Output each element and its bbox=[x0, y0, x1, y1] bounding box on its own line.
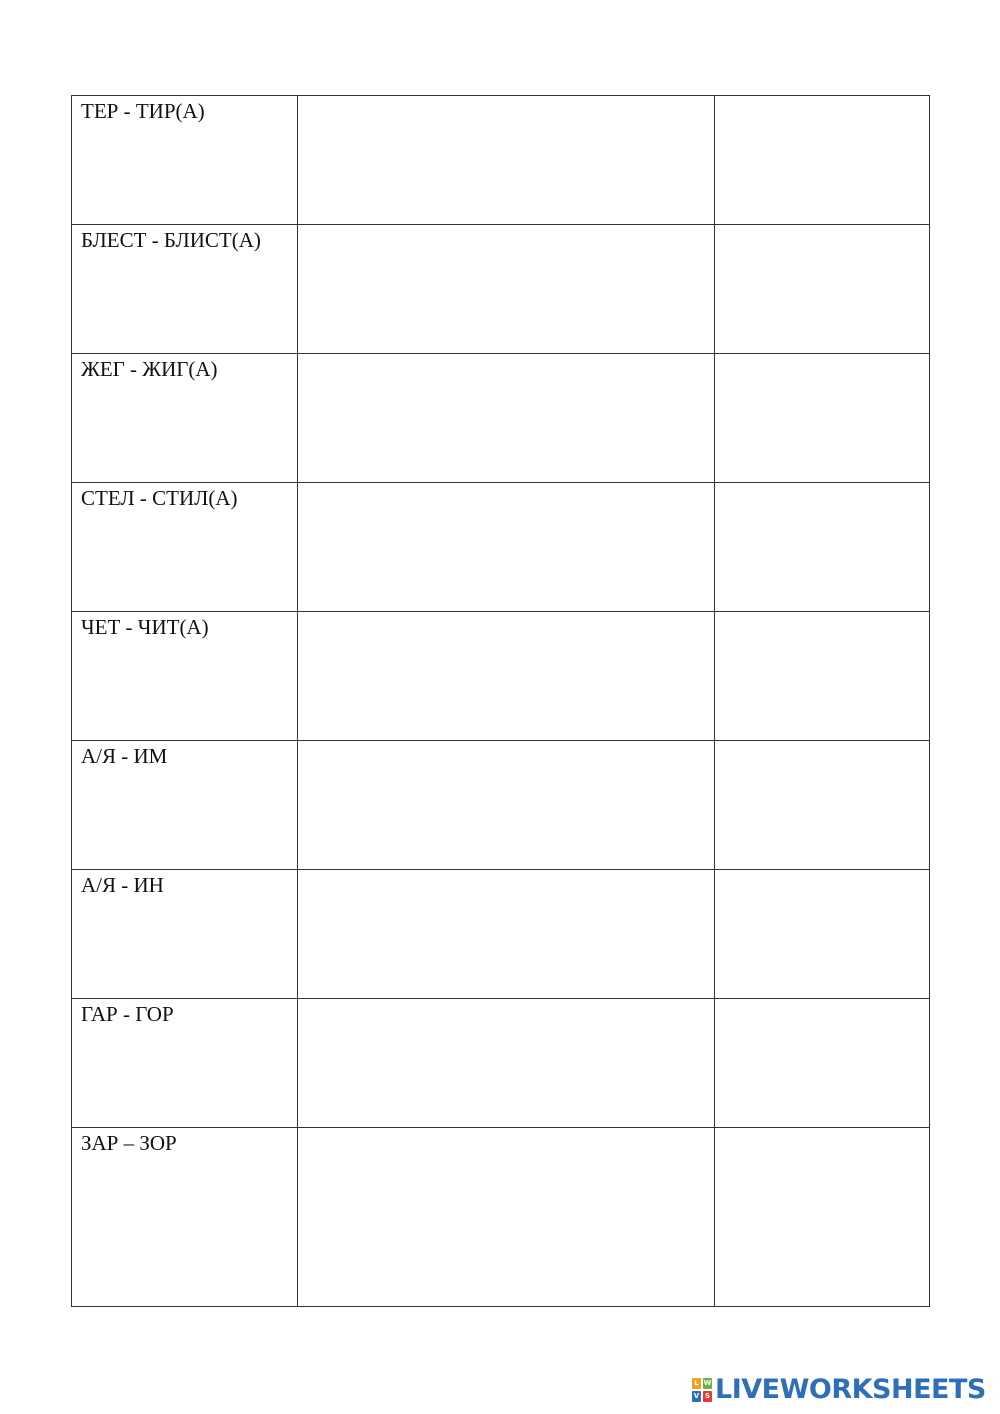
extra-cell[interactable] bbox=[715, 612, 930, 741]
answer-cell[interactable] bbox=[298, 225, 715, 354]
word-pair-label: ЖЕГ - ЖИГ(А) bbox=[81, 357, 218, 381]
answer-cell[interactable] bbox=[298, 870, 715, 999]
answer-cell[interactable] bbox=[298, 354, 715, 483]
worksheet-table bbox=[71, 95, 930, 1307]
liveworksheets-logo-text: LIVEWORKSHEETS bbox=[715, 1374, 986, 1405]
word-pair-label: ГАР - ГОР bbox=[81, 1002, 174, 1026]
table-row bbox=[72, 741, 930, 870]
table-row bbox=[72, 354, 930, 483]
extra-cell[interactable] bbox=[715, 354, 930, 483]
liveworksheets-logo-icon bbox=[692, 1378, 712, 1402]
word-pair-label: ЧЕТ - ЧИТ(А) bbox=[81, 615, 209, 639]
table-row bbox=[72, 483, 930, 612]
answer-cell[interactable] bbox=[298, 483, 715, 612]
word-pair-cell bbox=[72, 354, 298, 483]
logo-tile-w: W bbox=[703, 1379, 712, 1387]
table-row bbox=[72, 870, 930, 999]
word-pair-label: СТЕЛ - СТИЛ(А) bbox=[81, 486, 238, 510]
word-pair-cell bbox=[72, 612, 298, 741]
word-pair-cell bbox=[72, 999, 298, 1128]
logo-tile-l: L bbox=[692, 1378, 701, 1389]
table-row bbox=[72, 225, 930, 354]
extra-cell[interactable] bbox=[715, 1128, 930, 1307]
word-pair-label: ЗАР – ЗОР bbox=[81, 1131, 177, 1155]
word-pair-cell bbox=[72, 741, 298, 870]
answer-cell[interactable] bbox=[298, 96, 715, 225]
extra-cell[interactable] bbox=[715, 96, 930, 225]
table-row bbox=[72, 96, 930, 225]
answer-cell[interactable] bbox=[298, 612, 715, 741]
logo-tile-s: S bbox=[704, 1392, 711, 1400]
word-pair-cell bbox=[72, 96, 298, 225]
extra-cell[interactable] bbox=[715, 999, 930, 1128]
extra-cell[interactable] bbox=[715, 870, 930, 999]
answer-cell[interactable] bbox=[298, 1128, 715, 1307]
table-row bbox=[72, 999, 930, 1128]
table-row bbox=[72, 612, 930, 741]
word-pair-cell bbox=[72, 483, 298, 612]
word-pair-cell bbox=[72, 225, 298, 354]
answer-cell[interactable] bbox=[298, 741, 715, 870]
word-pair-cell bbox=[72, 1128, 298, 1307]
word-pair-cell bbox=[72, 870, 298, 999]
answer-cell[interactable] bbox=[298, 999, 715, 1128]
word-pair-label: ТЕР - ТИР(А) bbox=[81, 99, 205, 123]
extra-cell[interactable] bbox=[715, 741, 930, 870]
word-pair-label: А/Я - ИМ bbox=[81, 744, 168, 768]
word-pair-label: БЛЕСТ - БЛИСТ(А) bbox=[81, 228, 261, 252]
logo-tile-v: V bbox=[693, 1392, 700, 1400]
liveworksheets-logo bbox=[692, 1374, 986, 1406]
word-pair-label: А/Я - ИН bbox=[81, 873, 164, 897]
extra-cell[interactable] bbox=[715, 483, 930, 612]
extra-cell[interactable] bbox=[715, 225, 930, 354]
table-row bbox=[72, 1128, 930, 1307]
